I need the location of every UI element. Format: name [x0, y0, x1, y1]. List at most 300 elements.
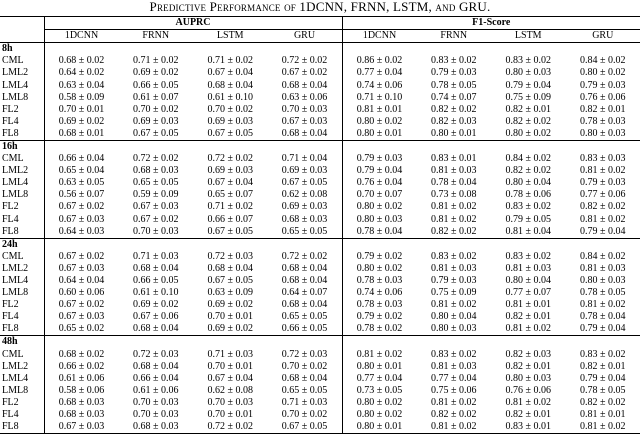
group-spacer-cell [44, 140, 119, 153]
row-label: FL8 [2, 225, 19, 237]
table-cell: 0.80 ± 0.02 [580, 67, 626, 79]
table-cell: 0.68 ± 0.02 [44, 349, 119, 361]
table-cell: 0.79 ± 0.04 [580, 372, 626, 384]
table-cell: 0.60 ± 0.06 [44, 287, 119, 299]
table-cell: 0.67 ± 0.03 [44, 263, 119, 275]
row-label: LML8 [2, 287, 29, 299]
table-cell: 0.79 ± 0.03 [580, 79, 626, 91]
group-spacer-cell [44, 238, 119, 251]
table-cell: 0.81 ± 0.01 [342, 104, 417, 116]
group-spacer-cell [566, 336, 640, 349]
table-cell: 0.70 ± 0.03 [207, 396, 253, 408]
table-row [0, 67, 640, 79]
table-row [0, 373, 640, 385]
table-row [0, 104, 640, 116]
table-cell: 0.70 ± 0.01 [44, 104, 119, 116]
group-spacer-cell [342, 238, 417, 251]
table-row [0, 79, 640, 91]
table-cell: 0.68 ± 0.04 [281, 372, 328, 384]
row-label: LML4 [2, 177, 29, 189]
table-cell: 0.64 ± 0.04 [44, 275, 119, 287]
group-spacer-cell [566, 140, 640, 153]
row-label: FL4 [2, 213, 19, 225]
table-cell: 0.80 ± 0.03 [580, 127, 626, 139]
row-label: LML8 [2, 384, 29, 396]
table-cell: 0.82 ± 0.01 [580, 360, 626, 372]
table-cell: 0.69 ± 0.02 [207, 323, 253, 335]
table-cell: 0.80 ± 0.02 [342, 263, 417, 275]
table-cell: 0.80 ± 0.02 [342, 116, 417, 128]
model-header-frnn: FRNN [119, 30, 194, 43]
table-cell: 0.69 ± 0.02 [133, 67, 179, 79]
table-cell: 0.78 ± 0.02 [342, 323, 417, 336]
row-label: LML2 [2, 360, 29, 372]
table-cell: 0.82 ± 0.01 [505, 103, 551, 115]
table-cell: 0.81 ± 0.02 [431, 396, 477, 408]
table-cell: 0.66 ± 0.05 [281, 323, 328, 335]
table-cell: 0.61 ± 0.10 [133, 287, 179, 299]
table-cell: 0.68 ± 0.01 [44, 128, 119, 141]
table-cell: 0.66 ± 0.05 [133, 275, 179, 287]
table-cell: 0.67 ± 0.05 [268, 421, 343, 434]
table-cell: 0.67 ± 0.04 [207, 177, 253, 189]
group-spacer-cell [119, 336, 194, 349]
table-cell: 0.67 ± 0.04 [207, 372, 253, 384]
table-cell: 0.69 ± 0.02 [133, 299, 179, 311]
table-cell: 0.72 ± 0.02 [281, 250, 328, 262]
table-cell: 0.68 ± 0.03 [281, 213, 328, 225]
table-cell: 0.70 ± 0.01 [207, 360, 253, 372]
table-cell: 0.82 ± 0.01 [505, 311, 551, 323]
metric-header-f1: F1-Score [342, 17, 640, 30]
table-cell: 0.78 ± 0.03 [342, 275, 417, 287]
table-row [0, 409, 640, 421]
table-cell: 0.79 ± 0.05 [505, 213, 551, 225]
table-row [0, 275, 640, 287]
table-cell: 0.71 ± 0.02 [207, 55, 253, 67]
table-cell: 0.81 ± 0.02 [431, 213, 477, 225]
table-cell: 0.78 ± 0.03 [580, 115, 626, 127]
group-spacer-cell [491, 43, 566, 56]
table-cell: 0.74 ± 0.07 [431, 91, 477, 103]
table-cell: 0.83 ± 0.03 [580, 153, 626, 165]
table-row [0, 55, 640, 67]
row-label: FL8 [2, 127, 19, 139]
table-cell: 0.67 ± 0.03 [133, 201, 179, 213]
group-label: 48h [0, 336, 44, 349]
table-row [0, 214, 640, 226]
table-cell: 0.63 ± 0.05 [44, 177, 119, 189]
table-cell: 0.68 ± 0.04 [281, 275, 328, 287]
group-row [0, 336, 640, 349]
group-spacer-cell [44, 43, 119, 56]
table-cell: 0.80 ± 0.01 [342, 361, 417, 373]
table-cell: 0.79 ± 0.03 [580, 177, 626, 189]
table-cell: 0.72 ± 0.03 [281, 348, 328, 360]
table-cell: 0.68 ± 0.03 [133, 165, 179, 177]
table-cell: 0.70 ± 0.07 [342, 189, 417, 201]
table-cell: 0.80 ± 0.04 [505, 177, 551, 189]
table-cell: 0.86 ± 0.02 [342, 55, 417, 67]
table-cell: 0.67 ± 0.03 [44, 311, 119, 323]
row-label: LML4 [2, 372, 29, 384]
table-cell: 0.66 ± 0.07 [207, 213, 253, 225]
table-cell: 0.59 ± 0.09 [133, 189, 179, 201]
table-cell: 0.69 ± 0.03 [207, 115, 253, 127]
table-cell: 0.72 ± 0.02 [193, 421, 268, 434]
table-cell: 0.70 ± 0.03 [133, 409, 179, 421]
table-cell: 0.78 ± 0.04 [342, 226, 417, 239]
table-cell: 0.68 ± 0.04 [133, 323, 179, 335]
table-cell: 0.75 ± 0.09 [431, 287, 477, 299]
group-label: 16h [0, 140, 44, 153]
table-cell: 0.71 ± 0.03 [207, 348, 253, 360]
table-cell: 0.75 ± 0.09 [505, 91, 551, 103]
table-cell: 0.81 ± 0.01 [580, 409, 626, 421]
group-row [0, 238, 640, 251]
row-label: LML8 [2, 189, 29, 201]
group-spacer-cell [417, 43, 492, 56]
table-row [0, 287, 640, 299]
row-label: CML [2, 153, 24, 165]
table-cell: 0.82 ± 0.02 [580, 201, 626, 213]
table-cell: 0.82 ± 0.01 [505, 409, 551, 421]
table-cell: 0.80 ± 0.02 [342, 409, 417, 421]
table-row [0, 92, 640, 104]
table-cell: 0.58 ± 0.06 [44, 385, 119, 397]
table-row [0, 116, 640, 128]
table-cell: 0.81 ± 0.02 [505, 323, 551, 335]
table-row [0, 263, 640, 275]
row-label: LML2 [2, 165, 29, 177]
table-cell: 0.79 ± 0.03 [431, 67, 477, 79]
table-cell: 0.77 ± 0.04 [431, 372, 477, 384]
row-label: LML4 [2, 79, 29, 91]
table-cell: 0.64 ± 0.07 [281, 287, 328, 299]
table-cell: 0.82 ± 0.02 [431, 225, 477, 237]
group-spacer-cell [491, 140, 566, 153]
table-cell: 0.67 ± 0.05 [207, 127, 253, 139]
group-spacer-cell [193, 43, 268, 56]
table-row [0, 201, 640, 213]
table-cell: 0.67 ± 0.02 [44, 299, 119, 311]
table-cell: 0.83 ± 0.02 [505, 201, 551, 213]
model-header-lstm: LSTM [193, 30, 268, 43]
table-cell: 0.81 ± 0.02 [431, 201, 477, 213]
table-cell: 0.80 ± 0.03 [342, 214, 417, 226]
group-spacer-cell [119, 140, 194, 153]
model-header-gru: GRU [566, 30, 640, 43]
table-cell: 0.70 ± 0.02 [207, 103, 253, 115]
group-spacer-cell [342, 140, 417, 153]
table-cell: 0.82 ± 0.01 [505, 360, 551, 372]
group-spacer-cell [193, 140, 268, 153]
table-cell: 0.70 ± 0.02 [133, 103, 179, 115]
table-cell: 0.78 ± 0.05 [580, 287, 626, 299]
table-cell: 0.62 ± 0.08 [207, 384, 253, 396]
table-cell: 0.64 ± 0.03 [44, 226, 119, 239]
table-cell: 0.72 ± 0.03 [133, 348, 179, 360]
table-cell: 0.68 ± 0.04 [281, 299, 328, 311]
table-cell: 0.72 ± 0.02 [207, 153, 253, 165]
table-row [0, 189, 640, 201]
table-cell: 0.71 ± 0.03 [281, 396, 328, 408]
table-cell: 0.71 ± 0.02 [207, 201, 253, 213]
table-cell: 0.72 ± 0.02 [281, 55, 328, 67]
table-cell: 0.68 ± 0.04 [281, 127, 328, 139]
table-body [0, 43, 640, 434]
table-cell: 0.80 ± 0.02 [342, 397, 417, 409]
table-cell: 0.68 ± 0.04 [281, 79, 328, 91]
table-cell: 0.66 ± 0.04 [44, 153, 119, 165]
table-cell: 0.81 ± 0.02 [566, 421, 640, 434]
table-cell: 0.81 ± 0.02 [431, 299, 477, 311]
table-cell: 0.81 ± 0.02 [580, 165, 626, 177]
table-cell: 0.80 ± 0.02 [505, 127, 551, 139]
row-label: FL4 [2, 409, 19, 421]
table-cell: 0.77 ± 0.07 [505, 287, 551, 299]
group-spacer-cell [268, 336, 343, 349]
table-cell: 0.81 ± 0.03 [431, 360, 477, 372]
table-cell: 0.80 ± 0.03 [505, 372, 551, 384]
table-cell: 0.67 ± 0.04 [207, 67, 253, 79]
group-spacer-cell [119, 238, 194, 251]
table-cell: 0.80 ± 0.03 [431, 323, 477, 335]
table-cell: 0.83 ± 0.01 [431, 153, 477, 165]
group-label: 8h [2, 43, 13, 55]
table-cell: 0.80 ± 0.01 [342, 421, 417, 434]
table-cell: 0.81 ± 0.02 [580, 299, 626, 311]
row-label: FL8 [0, 421, 44, 434]
table-cell: 0.78 ± 0.04 [431, 177, 477, 189]
table-cell: 0.63 ± 0.04 [44, 79, 119, 91]
group-row [0, 43, 640, 56]
table-cell: 0.80 ± 0.02 [342, 201, 417, 213]
table-cell: 0.80 ± 0.01 [342, 128, 417, 141]
row-label: FL4 [2, 115, 19, 127]
table-cell: 0.67 ± 0.05 [133, 127, 179, 139]
table-cell: 0.71 ± 0.02 [133, 55, 179, 67]
table-cell: 0.61 ± 0.06 [44, 373, 119, 385]
table-cell: 0.82 ± 0.02 [431, 409, 477, 421]
table-cell: 0.71 ± 0.04 [281, 153, 328, 165]
table-cell: 0.58 ± 0.09 [44, 92, 119, 104]
table-cell: 0.79 ± 0.02 [342, 251, 417, 263]
table-cell: 0.70 ± 0.01 [207, 409, 253, 421]
table-cell: 0.67 ± 0.05 [281, 177, 328, 189]
table-caption: Predictive Performance of 1DCNN, FRNN, LSTM, and GRU. [149, 0, 491, 14]
table-cell: 0.67 ± 0.02 [133, 213, 179, 225]
group-spacer-cell [193, 238, 268, 251]
table-cell: 0.63 ± 0.09 [207, 287, 253, 299]
table-cell: 0.83 ± 0.02 [431, 55, 477, 67]
table-cell: 0.73 ± 0.05 [342, 385, 417, 397]
table-cell: 0.81 ± 0.03 [431, 262, 477, 274]
table-cell: 0.68 ± 0.04 [207, 262, 253, 274]
group-spacer-cell [566, 43, 640, 56]
table-row [0, 251, 640, 263]
table-cell: 0.78 ± 0.06 [505, 189, 551, 201]
table-cell: 0.67 ± 0.06 [133, 311, 179, 323]
table-cell: 0.81 ± 0.02 [580, 213, 626, 225]
table-cell: 0.67 ± 0.02 [44, 251, 119, 263]
table-cell: 0.81 ± 0.02 [417, 421, 492, 434]
table-row [0, 165, 640, 177]
table-cell: 0.75 ± 0.06 [431, 384, 477, 396]
table-cell: 0.72 ± 0.02 [133, 153, 179, 165]
table-cell: 0.68 ± 0.04 [207, 79, 253, 91]
table-cell: 0.79 ± 0.04 [342, 165, 417, 177]
table-cell: 0.81 ± 0.02 [505, 396, 551, 408]
table-row [0, 226, 640, 239]
table-cell: 0.65 ± 0.05 [281, 384, 328, 396]
table-cell: 0.69 ± 0.03 [207, 165, 253, 177]
table-cell: 0.70 ± 0.02 [281, 360, 328, 372]
table-cell: 0.81 ± 0.01 [505, 299, 551, 311]
table-cell: 0.68 ± 0.04 [133, 262, 179, 274]
group-spacer-cell [342, 43, 417, 56]
model-header-1dcnn: 1DCNN [44, 30, 119, 43]
table-cell: 0.67 ± 0.03 [281, 115, 328, 127]
table-cell: 0.81 ± 0.03 [431, 165, 477, 177]
table-cell: 0.79 ± 0.04 [505, 79, 551, 91]
table-cell: 0.83 ± 0.02 [505, 250, 551, 262]
table-cell: 0.67 ± 0.03 [44, 421, 119, 434]
row-label: CML [2, 55, 24, 67]
group-spacer-cell [44, 336, 119, 349]
table-cell: 0.70 ± 0.03 [281, 103, 328, 115]
table-cell: 0.78 ± 0.05 [431, 79, 477, 91]
table-cell: 0.68 ± 0.02 [44, 55, 119, 67]
table-cell: 0.66 ± 0.04 [133, 372, 179, 384]
table-cell: 0.63 ± 0.06 [281, 91, 328, 103]
row-label: LML8 [2, 91, 29, 103]
table-cell: 0.84 ± 0.02 [580, 55, 626, 67]
table-cell: 0.64 ± 0.02 [44, 67, 119, 79]
table-row [0, 153, 640, 165]
table-row [0, 311, 640, 323]
table-cell: 0.76 ± 0.04 [342, 177, 417, 189]
table-cell: 0.76 ± 0.06 [580, 91, 626, 103]
table-cell: 0.71 ± 0.10 [342, 92, 417, 104]
table-cell: 0.80 ± 0.01 [431, 127, 477, 139]
group-spacer-cell [268, 238, 343, 251]
table-cell: 0.82 ± 0.02 [580, 396, 626, 408]
table-cell: 0.82 ± 0.02 [431, 103, 477, 115]
group-spacer-cell [491, 336, 566, 349]
table-cell: 0.65 ± 0.05 [281, 311, 328, 323]
table-row [0, 385, 640, 397]
model-header-1dcnn: 1DCNN [342, 30, 417, 43]
table-row [0, 128, 640, 141]
table-cell: 0.66 ± 0.05 [133, 79, 179, 91]
table-cell: 0.68 ± 0.04 [281, 262, 328, 274]
table-cell: 0.80 ± 0.03 [505, 67, 551, 79]
table-cell: 0.73 ± 0.08 [431, 189, 477, 201]
group-spacer-cell [417, 140, 492, 153]
group-spacer-cell [491, 238, 566, 251]
table-row [0, 397, 640, 409]
table-cell: 0.65 ± 0.02 [44, 323, 119, 336]
table-cell: 0.84 ± 0.02 [505, 153, 551, 165]
table-cell: 0.72 ± 0.03 [207, 250, 253, 262]
group-label: 24h [0, 238, 44, 251]
table-cell: 0.61 ± 0.06 [133, 384, 179, 396]
table-cell: 0.67 ± 0.02 [44, 201, 119, 213]
table-cell: 0.67 ± 0.05 [207, 275, 253, 287]
table-cell: 0.82 ± 0.03 [505, 348, 551, 360]
table-cell: 0.67 ± 0.02 [281, 67, 328, 79]
group-spacer-cell [417, 336, 492, 349]
table-cell: 0.76 ± 0.06 [505, 384, 551, 396]
row-label: LML4 [2, 275, 29, 287]
row-label: FL2 [2, 103, 19, 115]
table-cell: 0.83 ± 0.02 [505, 55, 551, 67]
table-cell: 0.82 ± 0.02 [505, 115, 551, 127]
table-cell: 0.81 ± 0.04 [505, 225, 551, 237]
table-cell: 0.81 ± 0.02 [342, 349, 417, 361]
group-spacer-cell [119, 43, 194, 56]
table-cell: 0.69 ± 0.03 [281, 165, 328, 177]
row-label: FL2 [2, 396, 19, 408]
table-cell: 0.84 ± 0.02 [580, 250, 626, 262]
table-cell: 0.71 ± 0.03 [133, 250, 179, 262]
table-row [0, 323, 640, 336]
corner-cell [0, 30, 44, 43]
group-spacer-cell [193, 336, 268, 349]
table-cell: 0.82 ± 0.03 [431, 115, 477, 127]
table-cell: 0.74 ± 0.06 [342, 79, 417, 91]
table-row [0, 299, 640, 311]
table-cell: 0.70 ± 0.03 [133, 396, 179, 408]
table-cell: 0.68 ± 0.04 [133, 360, 179, 372]
row-label: CML [2, 348, 24, 360]
table-cell: 0.67 ± 0.03 [44, 214, 119, 226]
table-cell: 0.65 ± 0.07 [207, 189, 253, 201]
results-table [0, 16, 640, 434]
table-cell: 0.69 ± 0.02 [44, 116, 119, 128]
table-cell: 0.67 ± 0.05 [207, 225, 253, 237]
model-header-frnn: FRNN [417, 30, 492, 43]
row-label: FL2 [2, 299, 19, 311]
table-cell: 0.77 ± 0.04 [342, 67, 417, 79]
table-cell: 0.61 ± 0.07 [133, 91, 179, 103]
table-row [0, 349, 640, 361]
table-cell: 0.82 ± 0.01 [580, 103, 626, 115]
table-cell: 0.61 ± 0.10 [207, 91, 253, 103]
table-row [0, 361, 640, 373]
table-cell: 0.65 ± 0.05 [281, 225, 328, 237]
table-cell: 0.77 ± 0.06 [580, 189, 626, 201]
row-label: FL2 [2, 201, 19, 213]
table-cell: 0.82 ± 0.02 [505, 165, 551, 177]
table-cell: 0.78 ± 0.03 [342, 299, 417, 311]
table-row [0, 421, 640, 434]
table-cell: 0.56 ± 0.07 [44, 189, 119, 201]
table-cell: 0.83 ± 0.02 [431, 348, 477, 360]
table-cell: 0.68 ± 0.03 [44, 397, 119, 409]
table-cell: 0.66 ± 0.02 [44, 361, 119, 373]
table-cell: 0.69 ± 0.03 [281, 201, 328, 213]
table-header [0, 17, 640, 43]
table-cell: 0.83 ± 0.01 [491, 421, 566, 434]
table-cell: 0.78 ± 0.04 [580, 311, 626, 323]
table-cell: 0.69 ± 0.02 [207, 299, 253, 311]
row-label: FL4 [2, 311, 19, 323]
table-cell: 0.77 ± 0.04 [342, 373, 417, 385]
table-cell: 0.65 ± 0.04 [44, 165, 119, 177]
table-cell: 0.83 ± 0.02 [431, 250, 477, 262]
